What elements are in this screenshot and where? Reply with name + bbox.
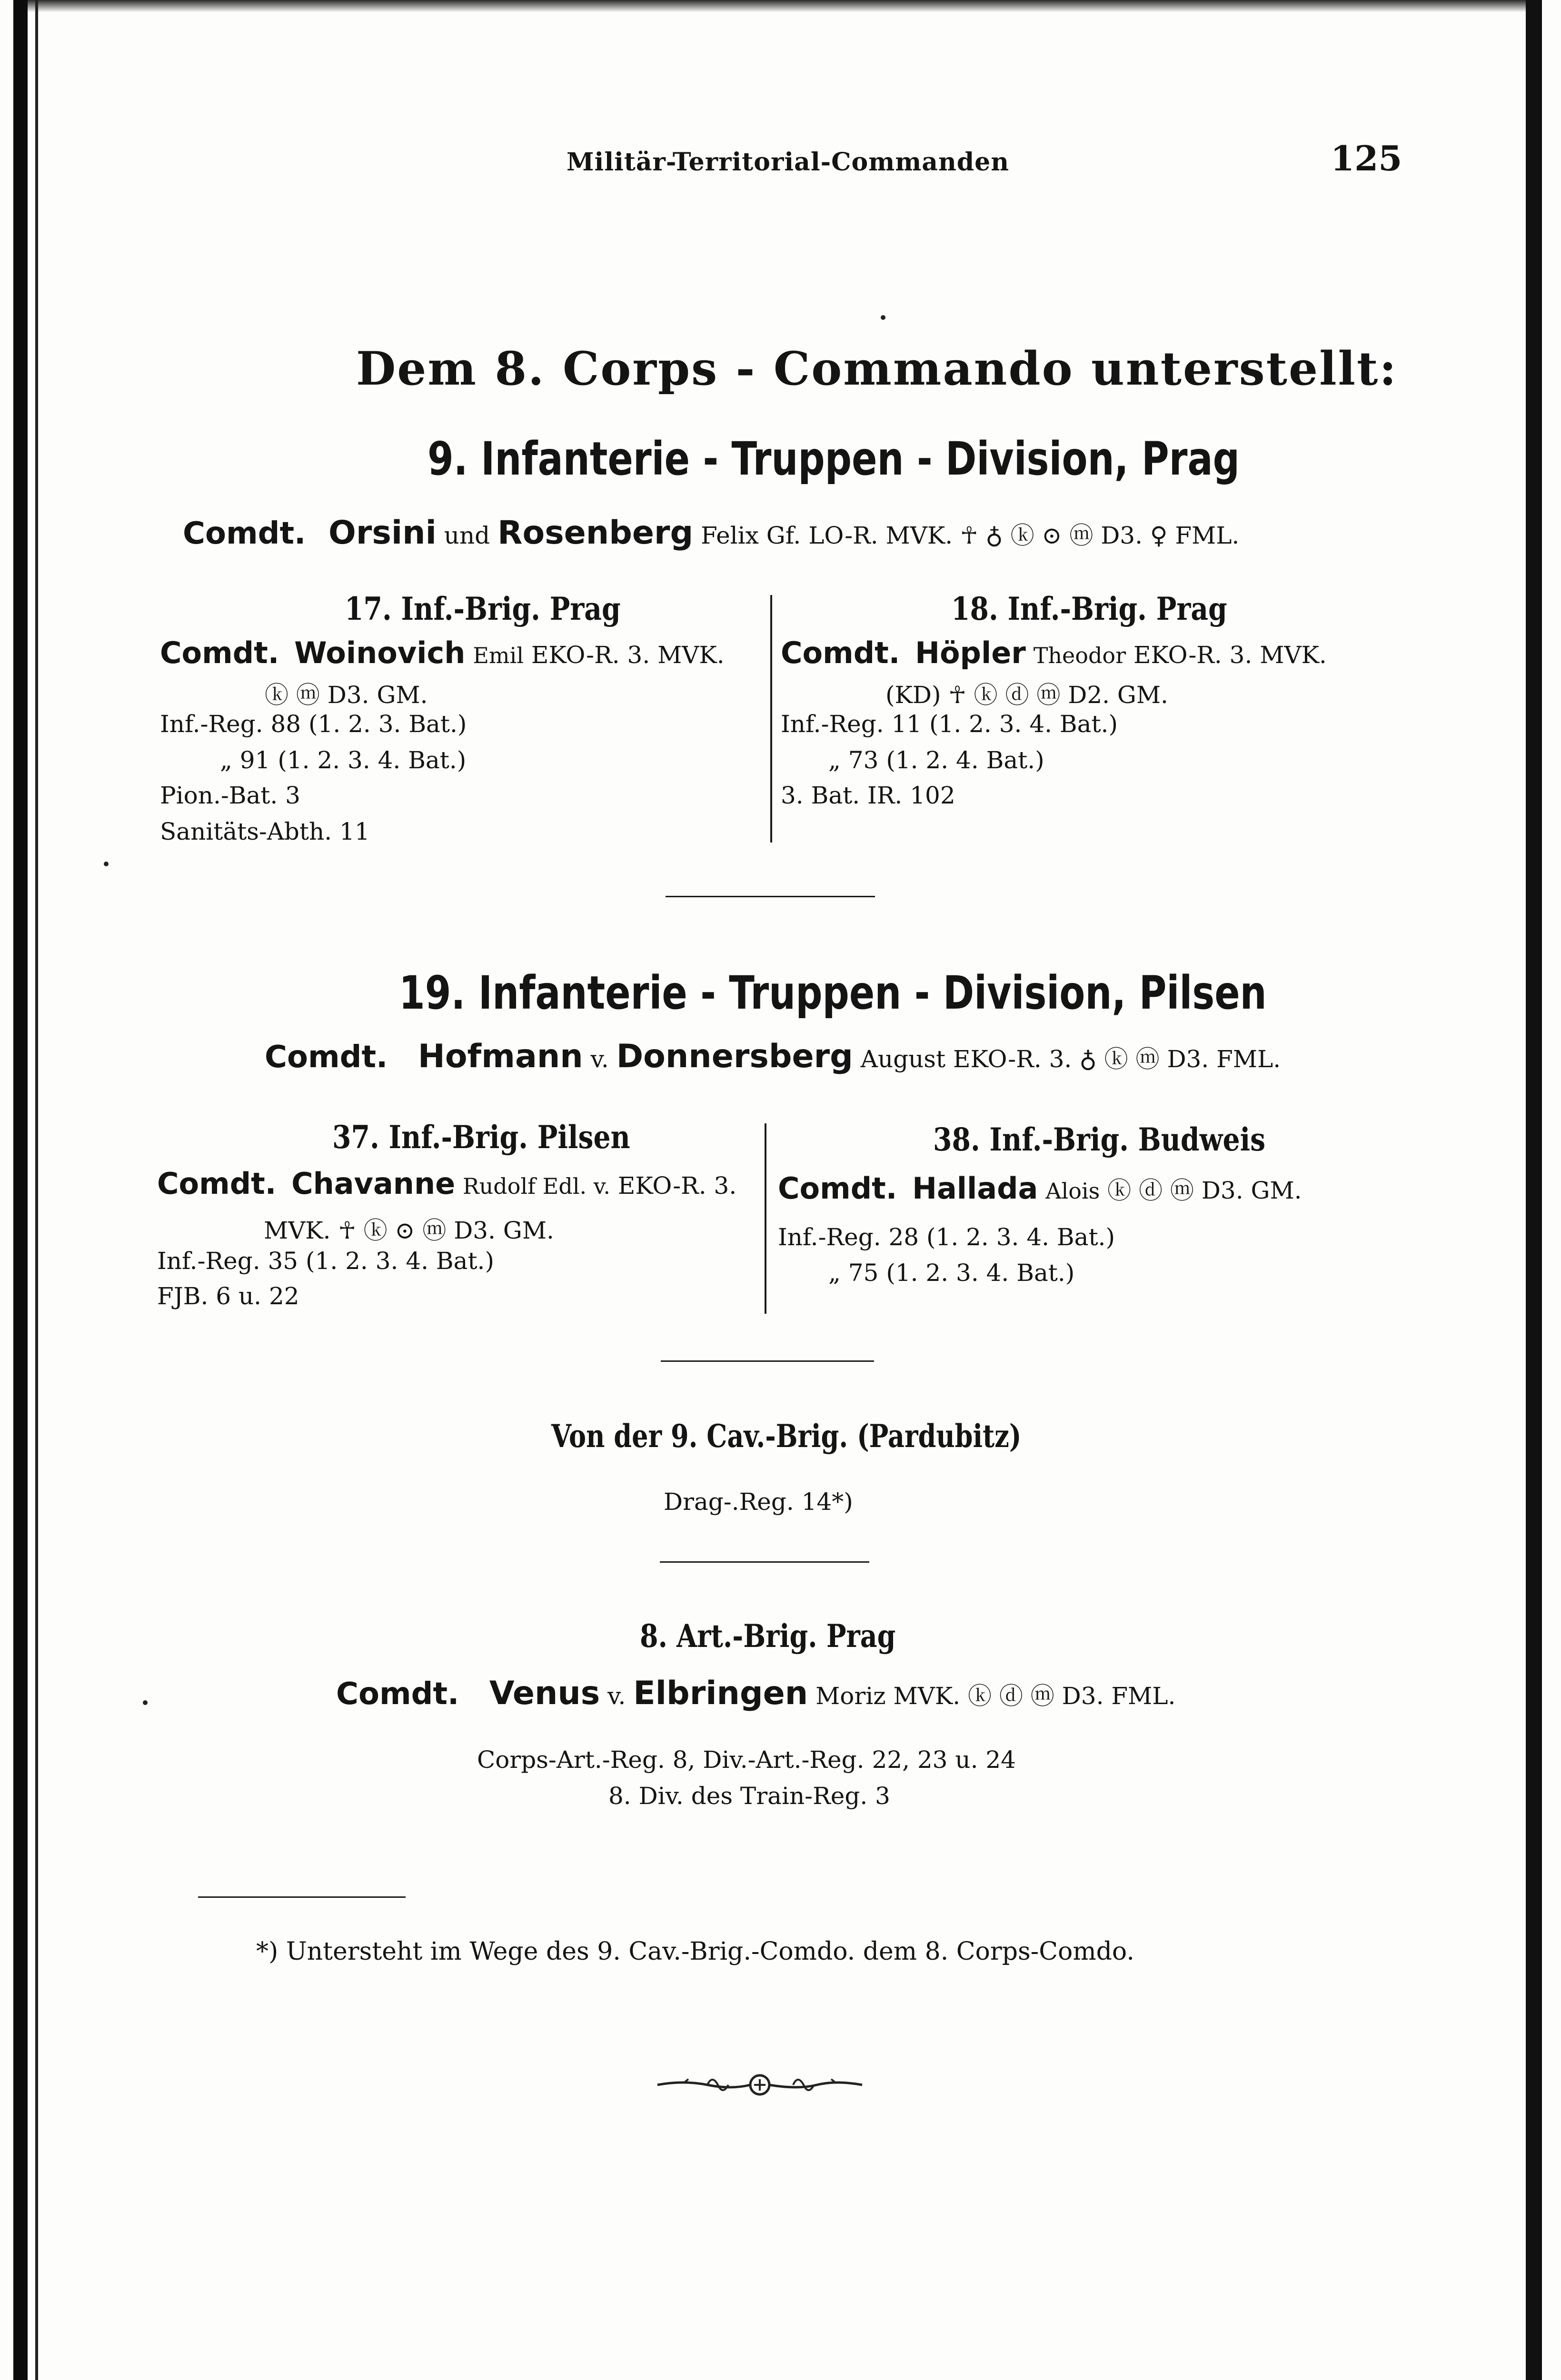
section-rule <box>660 1561 869 1563</box>
commander-name-2: Elbringen <box>633 1675 808 1712</box>
page-number: 125 <box>1331 138 1402 178</box>
commander-name: Höpler <box>915 635 1026 670</box>
commander-decorations: EKO-R. 3. ♁ ⓚ ⓜ D3. FML. <box>953 1045 1281 1073</box>
commander-given-name: Alois <box>1045 1178 1100 1204</box>
brigade-18-command <box>781 635 1327 670</box>
brigade-38-command <box>778 1171 1302 1206</box>
brigade-18-line: „ 73 (1. 2. 4. Bat.) <box>828 746 1044 774</box>
brigade-18-line: (KD) ☥ ⓚ ⓓ ⓜ D2. GM. <box>885 681 1168 709</box>
artillery-brigade-title: 8. Art.-Brig. Prag <box>640 1617 896 1655</box>
commander-name: Chavanne <box>291 1166 456 1201</box>
brigade-38-line: Inf.-Reg. 28 (1. 2. 3. 4. Bat.) <box>778 1223 1115 1251</box>
scan-right-border <box>1526 0 1542 2380</box>
column-divider <box>770 595 772 843</box>
commander-given-name: Theodor <box>1033 643 1126 668</box>
section-rule <box>666 896 875 897</box>
name-connector: und <box>444 522 490 549</box>
speck <box>881 315 885 320</box>
division-2-title: 19. Infanterie - Truppen - Division, Pilsen <box>399 966 1267 1020</box>
brigade-38-title: 38. Inf.-Brig. Budweis <box>933 1121 1266 1158</box>
brigade-18-line: 3. Bat. IR. 102 <box>781 782 955 809</box>
command-label: Comdt. <box>183 516 306 551</box>
brigade-18-line: Inf.-Reg. 11 (1. 2. 3. 4. Bat.) <box>781 710 1118 738</box>
ornamental-tailpiece-icon <box>655 2066 865 2104</box>
footnote: *) Untersteht im Wege des 9. Cav.-Brig.-Comdo. dem 8. Corps-Comdo. <box>256 1937 1134 1966</box>
commander-decorations: ⓚ ⓓ ⓜ D3. GM. <box>1107 1177 1302 1204</box>
commander-given-name: Felix <box>701 522 759 549</box>
brigade-17-line: Sanitäts-Abth. 11 <box>160 818 370 845</box>
command-label: Comdt. <box>336 1676 459 1712</box>
speck <box>104 862 109 866</box>
brigade-17-line: Pion.-Bat. 3 <box>160 782 300 809</box>
brigade-17-line: „ 91 (1. 2. 3. 4. Bat.) <box>220 746 467 774</box>
brigade-17-title: 17. Inf.-Brig. Prag <box>345 590 621 627</box>
brigade-37-line: Inf.-Reg. 35 (1. 2. 3. 4. Bat.) <box>157 1247 494 1275</box>
command-label: Comdt. <box>265 1040 388 1075</box>
footnote-rule <box>198 1896 406 1898</box>
scan-left-border-line <box>35 0 38 2380</box>
commander-decorations: EKO-R. 3. MVK. <box>531 641 725 669</box>
division-1-title: 9. Infanterie - Truppen - Division, Prag <box>428 432 1240 486</box>
artillery-regiments: Corps-Art.-Reg. 8, Div.-Art.-Reg. 22, 23 u. 24 <box>477 1746 1016 1774</box>
commander-name: Venus <box>489 1675 600 1712</box>
column-divider <box>765 1123 766 1314</box>
speck <box>143 1700 148 1705</box>
scan-left-border <box>13 0 28 2380</box>
commander-decorations: MVK. ⓚ ⓓ ⓜ D3. FML. <box>893 1682 1176 1710</box>
brigade-17-line: ⓚ ⓜ D3. GM. <box>265 681 428 709</box>
name-connector: v. <box>607 1682 626 1710</box>
division-2-command-line <box>265 1038 1281 1075</box>
artillery-command-line <box>336 1675 1175 1712</box>
commander-given-name: August <box>860 1045 946 1073</box>
commander-name-2: Rosenberg <box>497 514 694 552</box>
commander-name: Orsini <box>328 514 437 552</box>
section-title: Dem 8. Corps - Commando unterstellt: <box>356 342 1398 396</box>
cavalry-regiment: Drag-.Reg. 14*) <box>664 1488 853 1516</box>
brigade-37-line: MVK. ☥ ⓚ ⊙ ⓜ D3. GM. <box>264 1217 554 1244</box>
commander-name: Hofmann <box>418 1038 583 1075</box>
brigade-37-command <box>157 1166 736 1201</box>
commander-given-name: Rudolf Edl. v. <box>463 1173 610 1199</box>
brigade-37-title: 37. Inf.-Brig. Pilsen <box>332 1119 630 1156</box>
division-1-command-line <box>183 514 1239 552</box>
commander-given-name: Moriz <box>815 1682 886 1710</box>
commander-name: Woinovich <box>294 635 466 670</box>
scan-top-edge <box>28 0 1526 12</box>
brigade-17-command <box>160 635 725 670</box>
brigade-17-line: Inf.-Reg. 88 (1. 2. 3. Bat.) <box>160 710 467 738</box>
commander-decorations: EKO-R. 3. MVK. <box>1133 641 1327 669</box>
section-rule <box>661 1360 874 1362</box>
running-title: Militär-Territorial-Commanden <box>567 148 1010 177</box>
commander-given-name: Emil <box>473 643 524 668</box>
commander-decorations: EKO-R. 3. <box>617 1172 737 1200</box>
commander-name: Hallada <box>912 1171 1038 1206</box>
brigade-37-line: FJB. 6 u. 22 <box>157 1282 299 1310</box>
command-label: Comdt. <box>157 1166 277 1201</box>
brigade-18-title: 18. Inf.-Brig. Prag <box>951 590 1227 627</box>
command-label: Comdt. <box>160 635 279 670</box>
artillery-train: 8. Div. des Train-Reg. 3 <box>608 1782 890 1810</box>
name-connector: v. <box>590 1045 609 1073</box>
commander-name-2: Donnersberg <box>616 1038 853 1075</box>
command-label: Comdt. <box>781 635 900 670</box>
brigade-38-line: „ 75 (1. 2. 3. 4. Bat.) <box>828 1259 1075 1287</box>
commander-decorations: Gf. LO-R. MVK. ☥ ♁ ⓚ ⊙ ⓜ D3. ♀ FML. <box>766 522 1240 549</box>
command-label: Comdt. <box>778 1171 897 1206</box>
cavalry-brigade-title: Von der 9. Cav.-Brig. (Pardubitz) <box>551 1418 1022 1455</box>
